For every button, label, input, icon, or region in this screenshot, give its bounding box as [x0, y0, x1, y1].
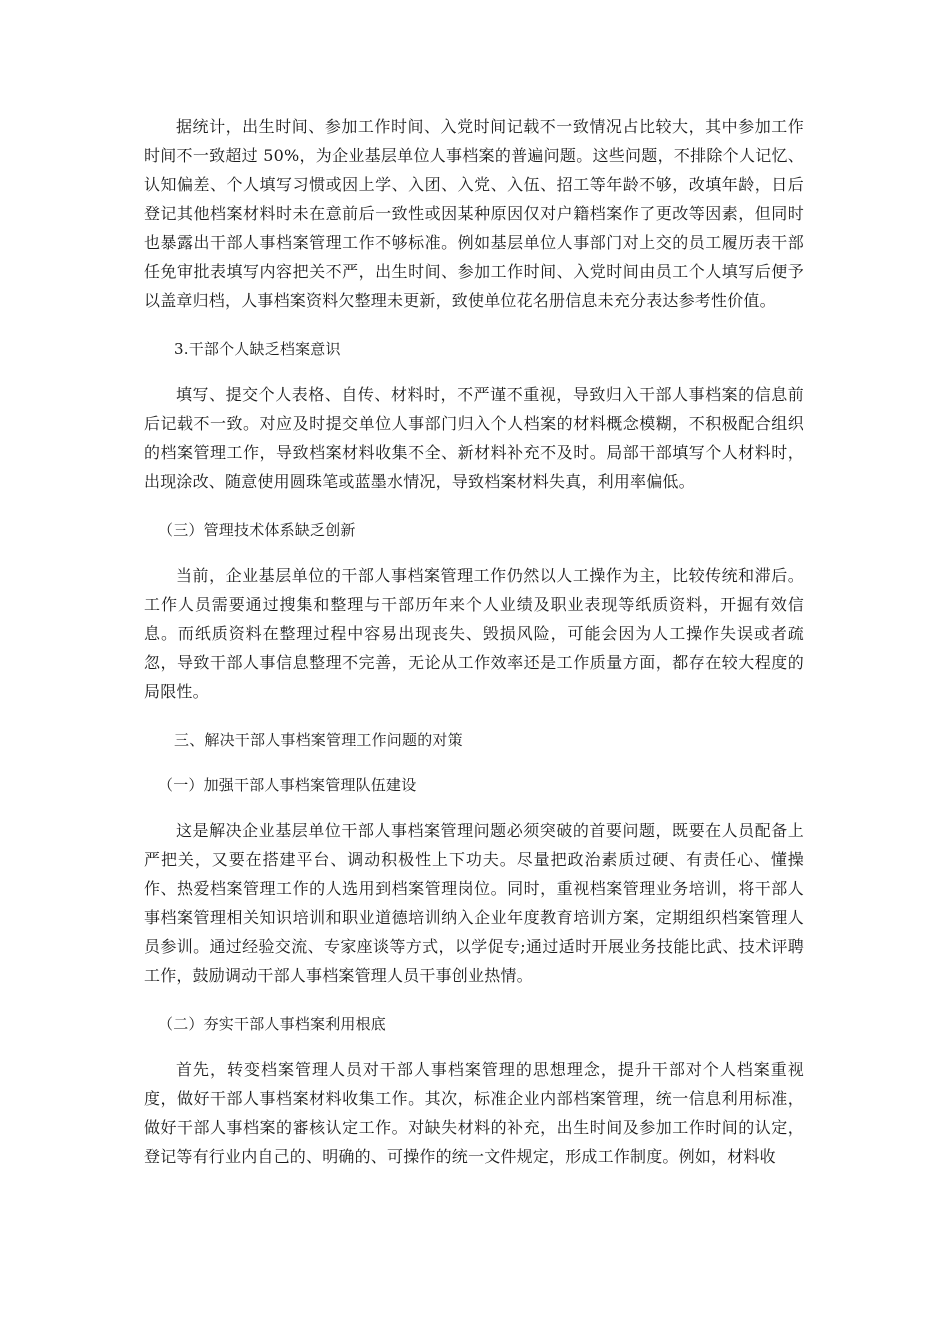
section-heading: 3.干部个人缺乏档案意识 — [174, 340, 341, 358]
paragraph: 这是解决企业基层单位干部人事档案管理问题必须突破的首要问题，既要在人员配备上严把关，又要在搭建平台、调动积极性上下功夫。尽量把政治素质过硬、有责任心、懂操作、热爱档案管理工作的人选用到档案管理岗位。同时，重视档案管理业务培训，将干部人事档案管理相关知识培训和职业道德培训纳入企业年度教育培训方案，定期组织档案管理人员参训。通过经验交流、专家座谈等方式，以学促专;通过适时开展业务技能比武、技术评聘工作，鼓励调动干部人事档案管理人员干事创业热情。 — [144, 821, 804, 985]
paragraph: 当前，企业基层单位的干部人事档案管理工作仍然以人工操作为主，比较传统和滞后。工作人员需要通过搜集和整理与干部历年来个人业绩及职业表现等纸质资料，开掘有效信息。而纸质资料在整理过程中容易出现丧失、毁损风险，可能会因为人工操作失误或者疏忽，导致干部人事信息整理不完善，无论从工作效率还是工作质量方面，都存在较大程度的局限性。 — [144, 566, 804, 701]
section-heading: （三）管理技术体系缺乏创新 — [158, 521, 356, 539]
chapter-heading: 三、解决干部人事档案管理工作问题的对策 — [174, 731, 463, 749]
paragraph: 首先，转变档案管理人员对干部人事档案管理的思想理念，提升干部对个人档案重视度，做好干部人事档案材料收集工作。其次，标准企业内部档案管理，统一信息利用标准，做好干部人事档案的審核认定工作。对缺失材料的补充，出生时间及参加工作时间的认定，登记等有行业内自己的、明确的、可操作的统一文件规定，形成工作制度。例如，材料收 — [144, 1060, 804, 1166]
section-heading: （一）加强干部人事档案管理队伍建设 — [158, 776, 417, 794]
section-heading: （二）夯实干部人事档案利用根底 — [158, 1015, 387, 1033]
paragraph: 据统计，出生时间、参加工作时间、入党时间记载不一致情况占比较大，其中参加工作时间不一致超过 50%，为企业基层单位人事档案的普遍问题。这些问题，不排除个人记忆、认知偏差、个人填写习惯或因上学、入团、入党、入伍、招工等年龄不够，改填年龄，日后登记其他档案材料时未在意前后一致性或因某种原因仅对户籍档案作了更改等因素，但同时也暴露出干部人事档案管理工作不够标准。例如基层单位人事部门对上交的员工履历表干部任免审批表填写内容把关不严，出生时间、参加工作时间、入党时间由员工个人填写后便予以盖章归档，人事档案资料欠整理未更新，致使单位花名册信息未充分表达参考性价值。 — [144, 117, 804, 310]
paragraph: 填写、提交个人表格、自传、材料时，不严谨不重视，导致归入干部人事档案的信息前后记载不一致。对应及时提交单位人事部门归入个人档案的材料概念模糊，不积极配合组织的档案管理工作，导致档案材料收集不全、新材料补充不及时。局部干部填写个人材料时，出现涂改、随意使用圆珠笔或蓝墨水情况，导致档案材料失真，利用率偏低。 — [144, 385, 804, 491]
document-page — [144, 112, 804, 1171]
